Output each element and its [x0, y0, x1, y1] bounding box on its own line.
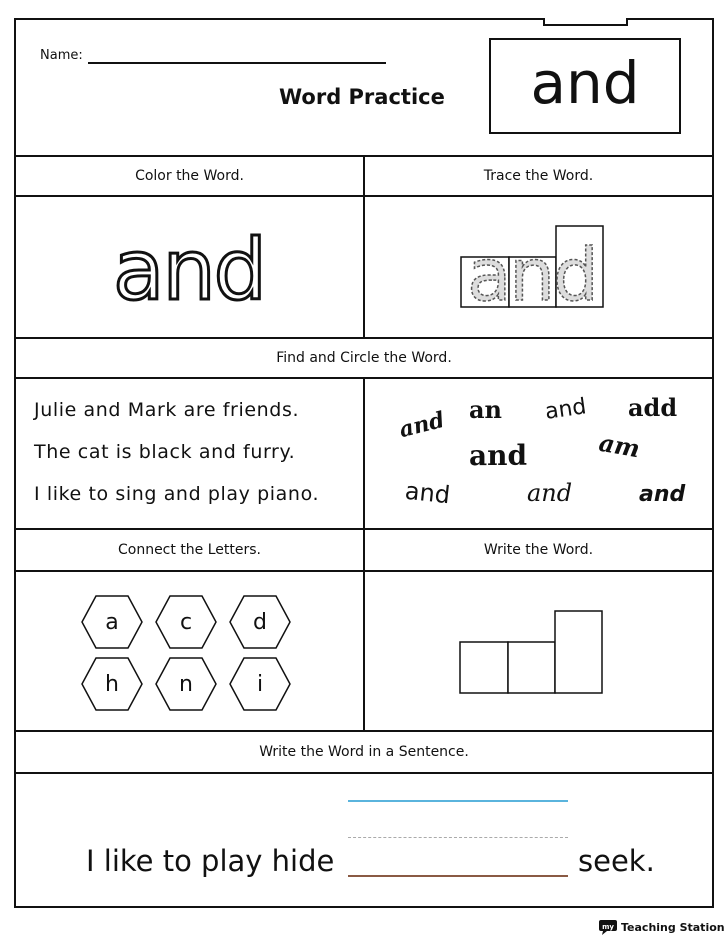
word-and-1[interactable]: and [396, 406, 448, 444]
guide-line-mid [348, 837, 568, 838]
hex-letter-text: n [179, 671, 193, 697]
hex-letter-i[interactable] [229, 657, 291, 711]
sentence-1[interactable]: Julie and Mark are friends. [34, 399, 300, 421]
hex-letter-h[interactable] [81, 657, 143, 711]
word-am[interactable]: am [596, 427, 643, 464]
write-box-1[interactable] [460, 642, 508, 693]
write-heading [363, 528, 714, 572]
sentence-2[interactable]: The cat is black and furry. [34, 441, 296, 463]
write-panel [363, 570, 714, 732]
svg-text:my: my [602, 923, 614, 931]
trace-panel [363, 195, 714, 339]
header-notch [544, 14, 626, 22]
page-title: Word Practice [279, 85, 445, 109]
hex-letter-n[interactable] [155, 657, 217, 711]
trace-word-text: and [467, 233, 597, 317]
hex-letter-text: i [256, 671, 264, 697]
connect-panel [14, 570, 365, 732]
hex-letter-text: a [105, 609, 119, 635]
trace-word[interactable] [365, 197, 712, 337]
sentence-start: I like to play hide [86, 844, 335, 878]
outline-word-text: and [112, 221, 266, 319]
name-line[interactable] [88, 62, 386, 64]
speech-bubble-icon [598, 918, 618, 936]
connect-heading-text: Connect the Letters. [117, 542, 262, 558]
trace-heading [363, 155, 714, 197]
trace-heading-text: Trace the Word. [483, 168, 594, 184]
find-heading [14, 337, 714, 379]
hex-letter-d[interactable] [229, 595, 291, 649]
write-box-2[interactable] [508, 642, 555, 693]
word-and-2[interactable]: and [543, 394, 588, 425]
sentence-end: seek. [578, 844, 655, 878]
write-heading-text: Write the Word. [483, 542, 594, 558]
word-add[interactable]: add [628, 393, 678, 422]
word-an[interactable]: an [469, 395, 502, 424]
find-sentences-panel [14, 377, 365, 530]
header-notch-bar [545, 24, 626, 26]
letter-boxes[interactable] [365, 572, 712, 730]
guide-line-top [348, 800, 568, 802]
brand-name: Teaching Station [621, 920, 725, 934]
hex-letter-a[interactable] [81, 595, 143, 649]
sentence-heading [14, 730, 714, 774]
hex-letter-text: d [253, 609, 267, 635]
write-line[interactable] [348, 875, 568, 877]
word-and-3[interactable]: and [469, 439, 528, 472]
color-heading [14, 155, 365, 197]
word-and-4[interactable]: and [403, 476, 452, 510]
word-and-6[interactable]: and [639, 482, 686, 507]
find-heading-text: Find and Circle the Word. [276, 350, 452, 366]
header-notch-edge-2 [626, 18, 628, 26]
name-label: Name: [40, 48, 83, 63]
sentence-heading-text: Write the Word in a Sentence. [259, 744, 469, 760]
find-words-panel [363, 377, 714, 530]
connect-heading [14, 528, 365, 572]
word-and-5[interactable]: and [527, 479, 573, 507]
hex-letter-text: h [105, 671, 119, 697]
hex-letter-text: c [179, 609, 193, 635]
color-panel [14, 195, 365, 339]
hex-letter-c[interactable] [155, 595, 217, 649]
sentence-3[interactable]: I like to sing and play piano. [34, 483, 320, 505]
target-word-box [489, 38, 681, 134]
brand-logo [598, 918, 725, 936]
color-heading-text: Color the Word. [135, 168, 244, 184]
write-box-3[interactable] [555, 611, 602, 693]
sentence-panel [14, 772, 714, 908]
outline-word[interactable] [16, 197, 363, 337]
target-word: and [530, 49, 640, 117]
